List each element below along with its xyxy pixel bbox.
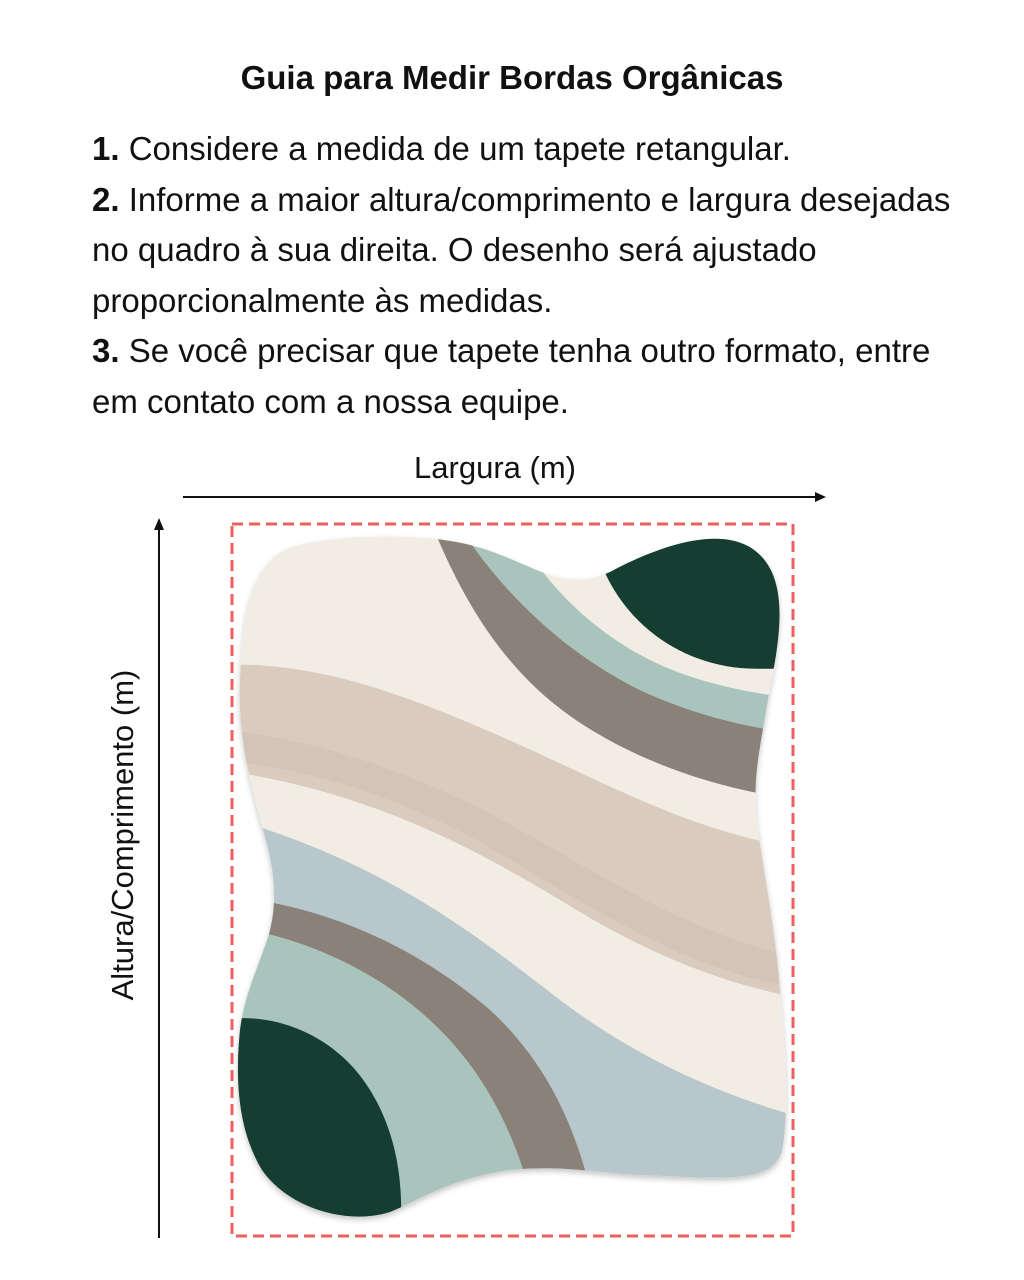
height-arrow (154, 518, 164, 1238)
step-text: Se você precisar que tapete tenha outro formato, entre em contato com a nossa equipe. (92, 332, 931, 420)
width-arrow (183, 492, 826, 502)
width-axis-label: Largura (m) (414, 450, 576, 485)
page-title: Guia para Medir Bordas Orgânicas (240, 59, 784, 96)
step-text: Informe a maior altura/comprimento e largura desejadas no quadro à sua direita. O desenho será ajustado proporcionalmente às medidas. (92, 180, 951, 319)
rug-shape (220, 520, 810, 1240)
step-text: Considere a medida de um tapete retangular. (119, 130, 791, 167)
step-number: 3. (92, 332, 120, 369)
step-number: 2. (92, 180, 120, 218)
step-number: 1. (92, 130, 120, 167)
height-axis-label: Altura/Comprimento (m) (105, 669, 140, 1001)
